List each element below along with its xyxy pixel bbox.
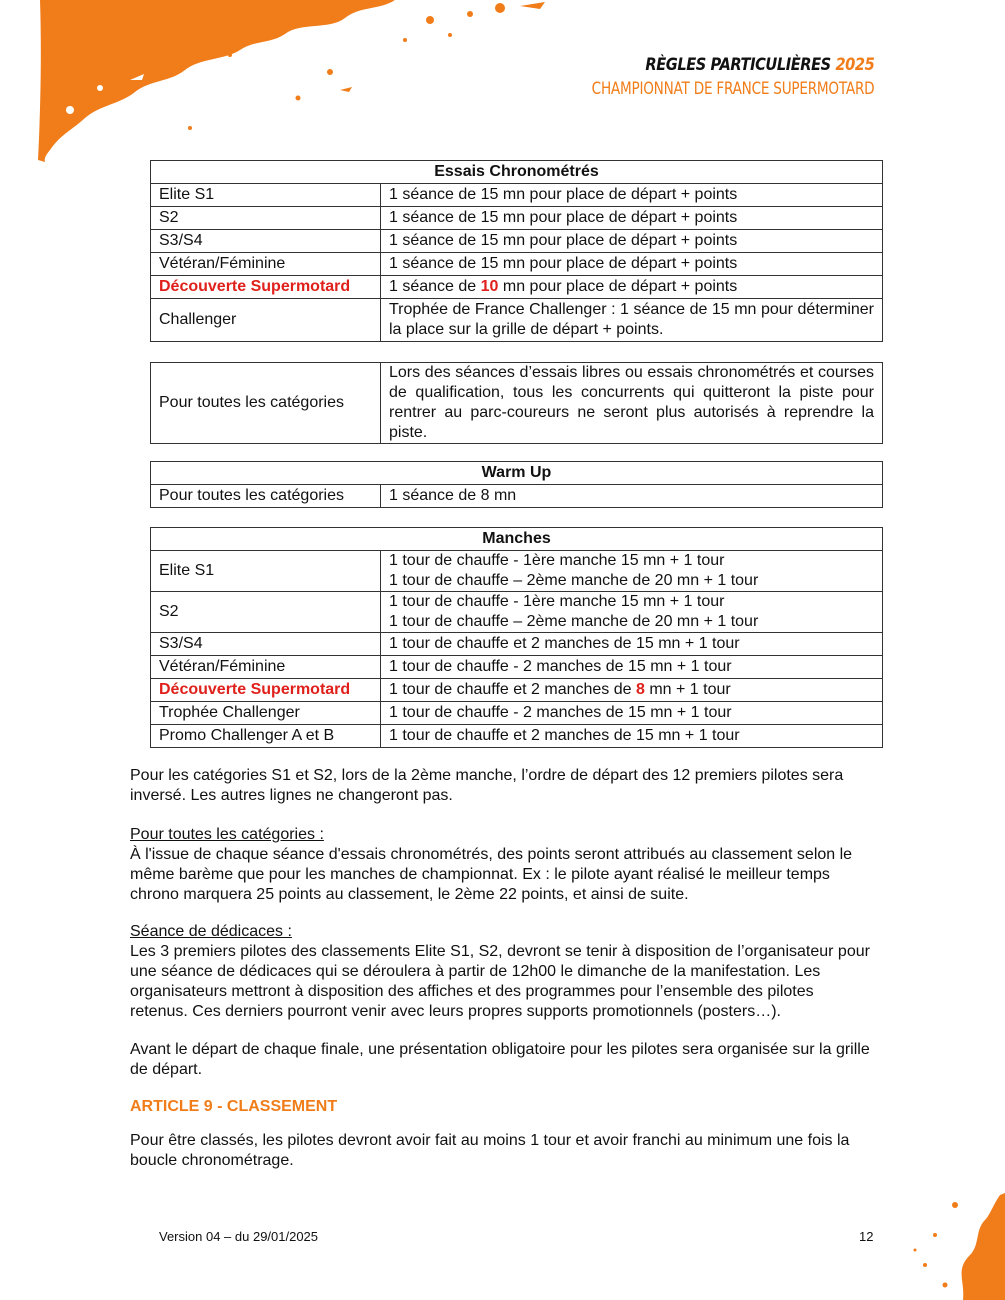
description-cell: 1 tour de chauffe - 2 manches de 15 mn + 1 tour	[381, 702, 883, 725]
header-title	[570, 55, 874, 75]
table-row	[151, 363, 883, 444]
description-cell: 1 séance de 15 mn pour place de départ + points	[381, 253, 883, 276]
table-row	[151, 592, 883, 633]
table-row	[151, 679, 883, 702]
table-row	[151, 633, 883, 656]
paragraph-reverse-grid: Pour les catégories S1 et S2, lors de la 2ème manche, l’ordre de départ des 12 premiers pilotes sera inversé. Les autres lignes ne changeront pas.	[130, 767, 844, 804]
highlight-number: 8	[635, 681, 645, 698]
description-cell: 1 séance de 15 mn pour place de départ + points	[381, 207, 883, 230]
category-cell-highlight: Découverte Supermotard	[151, 276, 381, 299]
category-cell-highlight: Découverte Supermotard	[151, 679, 381, 702]
description-text: mn pour place de départ + points	[498, 278, 738, 295]
essais-chronometres-table	[150, 160, 883, 342]
article-9-heading: ARTICLE 9 - CLASSEMENT	[130, 1098, 338, 1115]
description-line: 1 tour de chauffe – 2ème manche de 20 mn + 1 tour	[389, 572, 759, 589]
category-cell: Elite S1	[151, 184, 381, 207]
description-cell: 1 séance de 15 mn pour place de départ + points	[381, 230, 883, 253]
description-line: 1 tour de chauffe - 1ère manche 15 mn + 1 tour	[389, 593, 725, 610]
description-cell	[381, 592, 883, 633]
description-cell: Trophée de France Challenger : 1 séance de 15 mn pour déterminer la place sur la grille de départ + points.	[381, 299, 883, 342]
table-row	[151, 656, 883, 679]
description-cell	[381, 551, 883, 592]
paragraph-classement: Pour être classés, les pilotes devront avoir fait au moins 1 tour et avoir franchi au minimum une fois la boucle chronométrage.	[130, 1132, 850, 1169]
section-heading: Pour toutes les catégories :	[130, 826, 324, 843]
category-cell: S3/S4	[151, 633, 381, 656]
category-cell: Pour toutes les catégories	[151, 485, 381, 508]
description-cell: 1 tour de chauffe et 2 manches de 15 mn + 1 tour	[381, 725, 883, 748]
essais-table-title: Essais Chronométrés	[151, 161, 883, 184]
table-row	[151, 253, 883, 276]
section-heading: Séance de dédicaces :	[130, 923, 292, 940]
description-cell: 1 séance de 15 mn pour place de départ + points	[381, 184, 883, 207]
table-row	[151, 725, 883, 748]
header-year: 2025	[835, 55, 874, 75]
description-cell	[381, 276, 883, 299]
category-cell: Promo Challenger A et B	[151, 725, 381, 748]
description-text: mn + 1 tour	[644, 681, 731, 698]
category-cell: Trophée Challenger	[151, 702, 381, 725]
header-subtitle: CHAMPIONNAT DE FRANCE SUPERMOTARD	[591, 79, 874, 99]
table-row	[151, 207, 883, 230]
description-cell	[381, 679, 883, 702]
category-cell: Elite S1	[151, 551, 381, 592]
table-row	[151, 485, 883, 508]
category-cell: Vétéran/Féminine	[151, 253, 381, 276]
table-row	[151, 551, 883, 592]
category-cell: Vétéran/Féminine	[151, 656, 381, 679]
orange-paint-splash-decoration	[0, 0, 600, 175]
description-text: 1 séance de	[389, 278, 481, 295]
description-cell: Lors des séances d’essais libres ou essais chronométrés et courses de qualification, tous les concurrents qui quitteront la piste pour rentrer au parc-coureurs ne seront plus autorisés à reprendre la piste.	[381, 363, 883, 444]
description-line: 1 tour de chauffe - 1ère manche 15 mn + 1 tour	[389, 552, 725, 569]
description-cell: 1 tour de chauffe et 2 manches de 15 mn + 1 tour	[381, 633, 883, 656]
document-header	[521, 55, 874, 99]
table-row	[151, 702, 883, 725]
page-number: 12	[859, 1229, 874, 1244]
orange-paint-splash-corner	[805, 1190, 1005, 1300]
all-categories-rule-table	[150, 362, 883, 444]
description-cell: 1 séance de 8 mn	[381, 485, 883, 508]
section-points-essais	[130, 825, 875, 905]
manches-table-title: Manches	[151, 528, 883, 551]
footer-version: Version 04 – du 29/01/2025	[159, 1229, 319, 1244]
warm-up-table	[150, 461, 883, 508]
paragraph-presentation: Avant le départ de chaque finale, une présentation obligatoire pour les pilotes sera organisée sur la grille de départ.	[130, 1041, 870, 1078]
description-cell: 1 tour de chauffe - 2 manches de 15 mn + 1 tour	[381, 656, 883, 679]
category-cell: Pour toutes les catégories	[151, 363, 381, 444]
highlight-number: 10	[480, 278, 499, 295]
table-row	[151, 230, 883, 253]
manches-table	[150, 527, 883, 748]
table-row	[151, 276, 883, 299]
category-cell: S2	[151, 592, 381, 633]
header-title-text: RÈGLES PARTICULIÈRES	[644, 55, 831, 75]
description-text: 1 tour de chauffe et 2 manches de	[389, 681, 636, 698]
category-cell: S3/S4	[151, 230, 381, 253]
section-paragraph: À l'issue de chaque séance d'essais chronométrés, des points seront attribués au classement selon le même barème que pour les manches de championnat. Ex : le pilote ayant réalisé le meilleur temps chrono marquera 25 points au classement, le 2ème 22 points, et ainsi de suite.	[130, 846, 853, 903]
table-row	[151, 299, 883, 342]
section-dedicaces	[130, 922, 875, 1022]
description-line: 1 tour de chauffe – 2ème manche de 20 mn + 1 tour	[389, 613, 759, 630]
category-cell: S2	[151, 207, 381, 230]
section-paragraph: Les 3 premiers pilotes des classements Elite S1, S2, devront se tenir à disposition de l’organisateur pour une séance de dédicaces qui se déroulera à partir de 12h00 le dimanche de la manifestation. Les organisateurs mettront à disposition des affiches et des programmes pour l’ensemble des pilotes retenus. Ces derniers pourront venir avec leurs propres supports promotionnels (posters…).	[130, 943, 870, 1020]
table-row	[151, 184, 883, 207]
category-cell: Challenger	[151, 299, 381, 342]
warm-up-table-title: Warm Up	[151, 462, 883, 485]
